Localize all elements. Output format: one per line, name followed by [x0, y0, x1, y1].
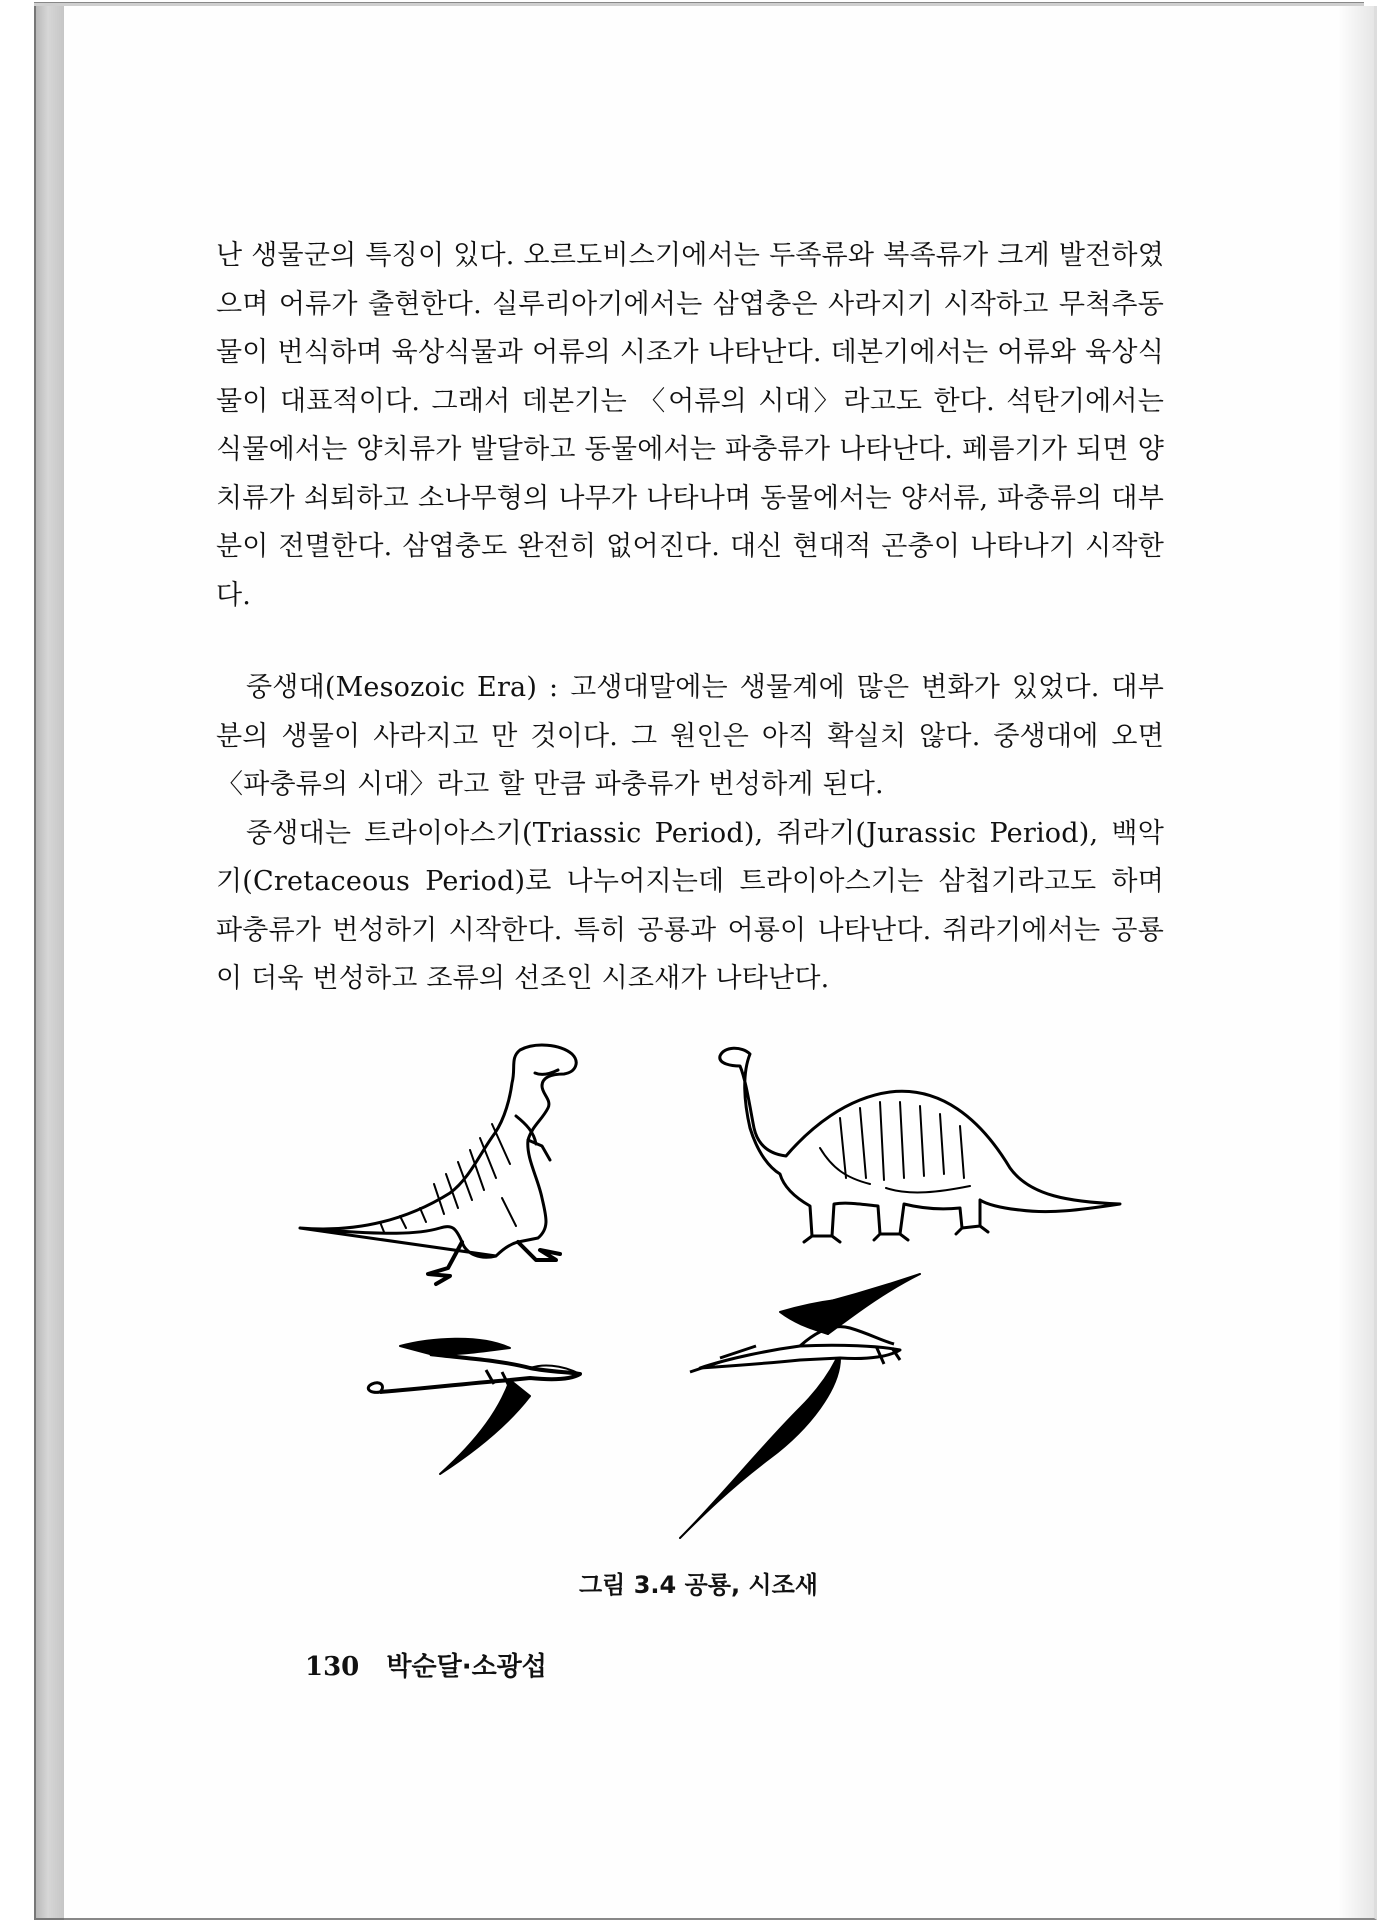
dinosaur-figure [280, 1028, 1220, 1548]
body-text [216, 232, 1164, 1004]
paragraph-mesozoic-intro: 중생대(Mesozoic Era) : 고생대말에는 생물계에 많은 변화가 있었다. 대부분의 생물이 사라지고 만 것이다. 그 원인은 아직 확실치 않다. 중생대에 오면 〈파충류의 시대〉라고 할 만큼 파충류가 번성하게 된다. [216, 672, 1164, 800]
author-names: 박순달·소광섭 [386, 1652, 547, 1682]
brontosaurus-illustration [720, 1048, 1120, 1242]
pteranodon-illustration [680, 1274, 920, 1538]
archaeopteryx-illustration [368, 1339, 580, 1474]
tyrannosaurus-illustration [300, 1045, 576, 1284]
book-spine [34, 6, 66, 1920]
paragraph-mesozoic-periods: 중생대는 트라이아스기(Triassic Period), 쥐라기(Jurassic Period), 백악기(Cretaceous Period)로 나누어지는데 트라이아스기는 삼첩기라고도 하며 파충류가 번성하기 시작한다. 특히 공룡과 어룡이 나타난다. 쥐라기에서는 공룡이 더욱 번성하고 조류의 선조인 시조새가 나타난다. [216, 817, 1164, 994]
paragraph-paleozoic: 난 생물군의 특징이 있다. 오르도비스기에서는 두족류와 복족류가 크게 발전하였으며 어류가 출현한다. 실루리아기에서는 삼엽충은 사라지기 시작하고 무척추동물이 번식하며 육상식물과 어류의 시조가 나타난다. 데본기에서는 어류와 육상식물이 대표적이다. 그래서 데본기는 〈어류의 시대〉라고도 한다. 석탄기에서는 식물에서는 양치류가 발달하고 동물에서는 파충류가 나타난다. 페름기가 되면 양치류가 쇠퇴하고 소나무형의 나무가 나타나며 동물에서는 양서류, 파충류의 대부분이 전멸한다. 삼엽충도 완전히 없어진다. 대신 현대적 곤충이 나타나기 시작한다. [216, 240, 1164, 611]
page-number: 130 [305, 1652, 360, 1682]
figure-caption: 그림 3.4 공룡, 시조새 [579, 1571, 818, 1599]
page-footer [305, 1646, 547, 1683]
page-edge-shadow [1338, 6, 1374, 1918]
